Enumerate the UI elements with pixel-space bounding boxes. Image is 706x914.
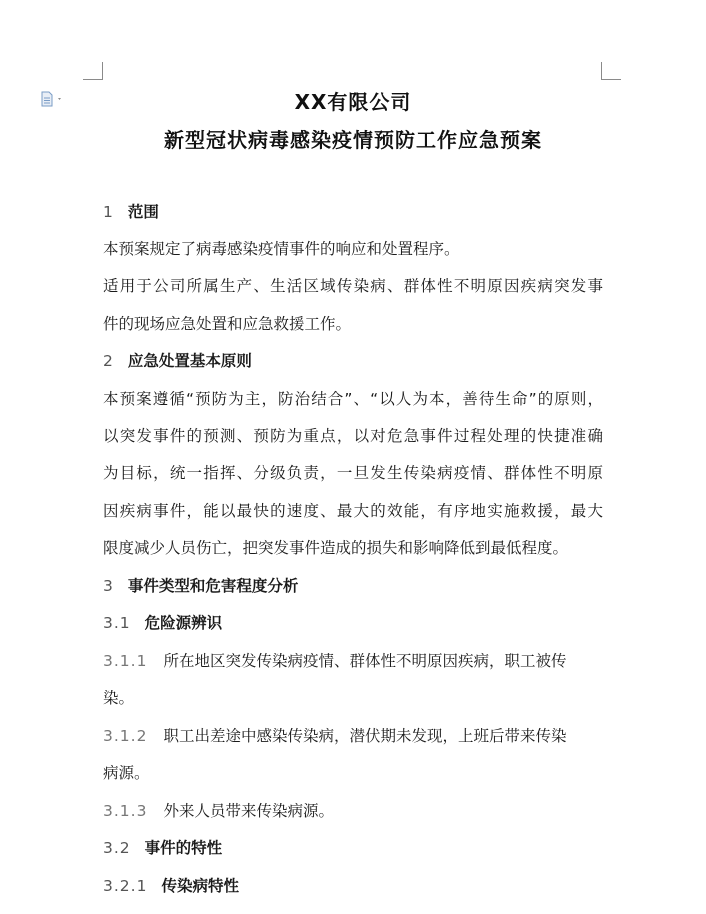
item-text: 外来人员带来传染病源。	[163, 802, 334, 820]
section-number: 3.2.1	[103, 877, 148, 895]
paragraph-line: 限度减少人员伤亡，把突发事件造成的损失和影响降低到最低程度。	[103, 539, 569, 557]
paragraph-line: 染。	[103, 689, 135, 707]
item-number: 3.1.3	[103, 802, 148, 820]
paragraph-line: 病源。	[103, 764, 150, 782]
section-heading-text: 事件的特性	[144, 839, 223, 857]
item-text: 所在地区突发传染病疫情、群体性不明原因疾病，职工被传	[163, 652, 567, 670]
section-number: 3.1	[103, 614, 131, 632]
paragraph-line: 适用于公司所属生产、生活区域传染病、群体性不明原因疾病突发事	[103, 277, 603, 295]
section-heading-3	[103, 576, 603, 596]
list-item-3-1-3	[103, 801, 603, 821]
company-title: XX有限公司	[294, 90, 412, 114]
paragraph-line: 本预案遵循“预防为主，防治结合”、“以人为本，善待生命”的原则，	[103, 390, 603, 408]
crop-mark-right-vertical	[601, 62, 602, 80]
section-number: 3.2	[103, 839, 131, 857]
section-heading-text: 传染病特性	[161, 877, 239, 895]
section-heading-text: 危险源辨识	[144, 614, 223, 632]
subsection-heading-3-2-1	[103, 876, 603, 896]
section-number: 3	[103, 577, 114, 595]
section-heading-text: 范围	[127, 203, 159, 221]
crop-mark-right-horizontal	[601, 79, 621, 80]
subsection-heading-3-2	[103, 838, 603, 858]
list-item-3-1-2	[103, 726, 603, 746]
paragraph-line: 以突发事件的预测、预防为重点，以对危急事件过程处理的快捷准确	[103, 427, 603, 445]
paragraph-line: 件的现场应急处置和应急救援工作。	[103, 315, 352, 333]
list-item-3-1-1	[103, 651, 603, 671]
section-number: 1	[103, 203, 114, 221]
paragraph-line: 因疾病事件，能以最快的速度、最大的效能，有序地实施救援，最大	[103, 502, 603, 520]
section-number: 2	[103, 352, 114, 370]
item-number: 3.1.1	[103, 652, 148, 670]
subsection-heading-3-1	[103, 613, 603, 633]
document-title: 新型冠状病毒感染疫情预防工作应急预案	[164, 128, 542, 152]
crop-mark-left-vertical	[102, 62, 103, 80]
paragraph-line: 本预案规定了病毒感染疫情事件的响应和处置程序。	[103, 240, 460, 258]
item-text: 职工出差途中感染传染病，潜伏期未发现，上班后带来传染	[163, 727, 567, 745]
item-number: 3.1.2	[103, 727, 148, 745]
section-heading-text: 应急处置基本原则	[127, 352, 252, 370]
crop-mark-left-horizontal	[83, 79, 103, 80]
section-heading-2	[103, 351, 603, 371]
section-heading-1	[103, 202, 603, 222]
paragraph-line: 为目标，统一指挥、分级负责，一旦发生传染病疫情、群体性不明原	[103, 464, 603, 482]
section-heading-text: 事件类型和危害程度分析	[127, 577, 299, 595]
